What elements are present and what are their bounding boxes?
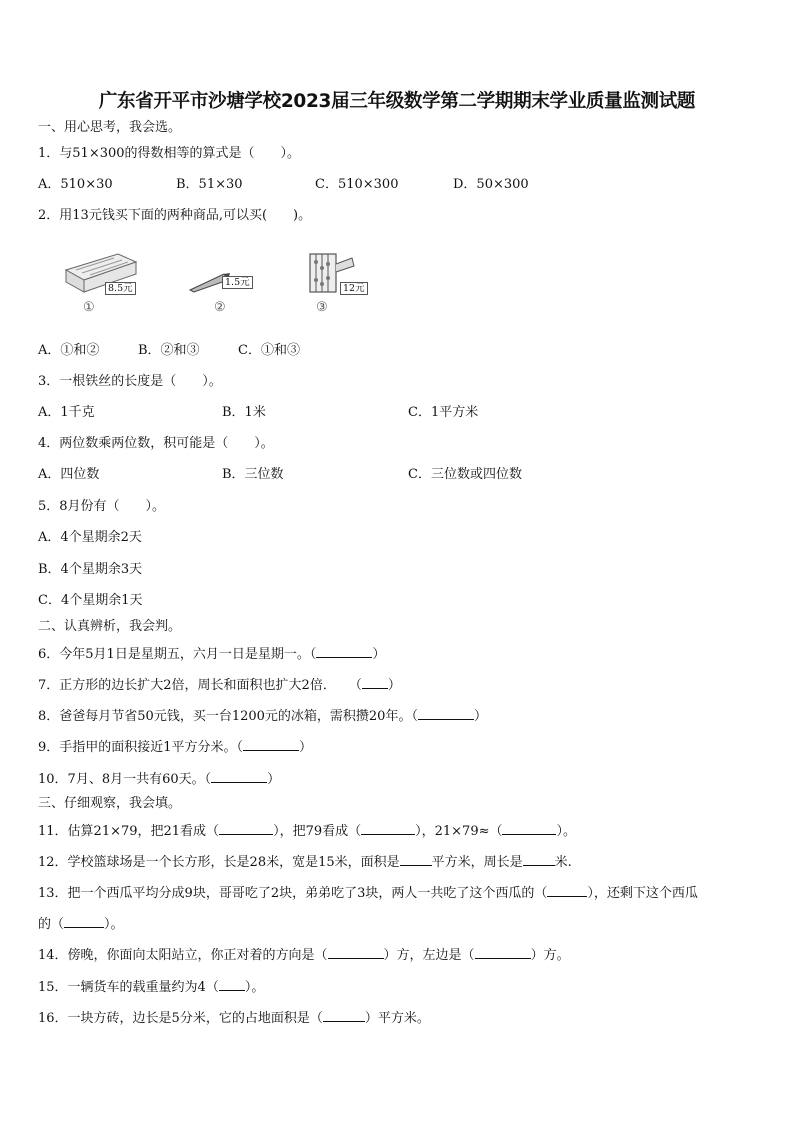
question-13 [38, 884, 698, 902]
answer-blank[interactable] [547, 884, 587, 897]
question-11-part-4: ）。 [556, 824, 576, 839]
question-3-stem: 3．一根铁丝的长度是（ ）。 [38, 374, 222, 389]
price-tag-3: 12元 [340, 282, 368, 295]
question-8-text: 8．爸爸每月节省50元钱，买一台1200元的冰箱，需积攒20年。（ [38, 709, 418, 724]
question-5-stem: 5．8月份有（ ）。 [38, 499, 166, 514]
question-4-option-a[interactable]: A．四位数 [38, 467, 100, 482]
item-number-2: ② [214, 300, 226, 315]
answer-blank[interactable] [219, 822, 273, 835]
question-10-text: 10．7月、8月一共有60天。（ [38, 772, 212, 787]
question-15-part-2: ）。 [244, 980, 265, 995]
question-5-option-a[interactable]: A．4个星期余2天 [38, 530, 142, 545]
question-11 [38, 822, 576, 840]
question-2-option-a[interactable]: A．①和② [38, 343, 100, 358]
answer-blank[interactable] [211, 770, 267, 783]
question-5-option-c[interactable]: C．4个星期余1天 [38, 593, 143, 608]
question-2-option-b[interactable]: B．②和③ [138, 343, 200, 358]
answer-blank[interactable] [219, 978, 245, 991]
question-11-part-1: 11．估算21×79，把21看成（ [38, 824, 220, 839]
question-13-part-1: 13．把一个西瓜平均分成9块，哥哥吃了2块，弟弟吃了3块，两人一共吃了这个西瓜的（ [38, 886, 548, 901]
question-8-close: ） [473, 709, 487, 724]
question-3-option-b[interactable]: B．1米 [222, 405, 266, 420]
question-5-option-b[interactable]: B．4个星期余3天 [38, 562, 143, 577]
question-11-part-3: ），21×79≈（ [415, 824, 503, 839]
answer-blank[interactable] [316, 645, 372, 658]
price-tag-2: 1.5元 [222, 276, 253, 289]
question-15 [38, 978, 264, 996]
question-10-close: ） [267, 772, 281, 787]
answer-blank[interactable] [64, 915, 104, 928]
question-1-option-d[interactable]: D．50×300 [453, 177, 529, 192]
question-14-part-1: 14．傍晚，你面向太阳站立，你正对着的方向是（ [38, 948, 328, 963]
section-heading-3: 三、仔细观察，我会填。 [38, 796, 182, 811]
question-16-part-2: ）平方米。 [364, 1011, 430, 1026]
question-14-part-2: ）方，左边是（ [383, 948, 475, 963]
question-7-text: 7．正方形的边长扩大2倍，周长和面积也扩大2倍． （ [38, 678, 362, 693]
question-12-part-2: 平方米，周长是 [431, 855, 523, 870]
question-12 [38, 853, 572, 871]
question-6-text: 6．今年5月1日是星期五，六月一日是星期一。（ [38, 647, 317, 662]
question-6-close: ） [372, 647, 386, 662]
question-16 [38, 1009, 430, 1027]
question-7 [38, 676, 401, 694]
question-13-part-2: ），还剩下这个西瓜 [587, 886, 698, 901]
question-4-option-c[interactable]: C．三位数或四位数 [408, 467, 522, 482]
question-15-part-1: 15．一辆货车的载重量约为4（ [38, 980, 219, 995]
answer-blank[interactable] [418, 707, 474, 720]
answer-blank[interactable] [400, 853, 432, 866]
question-12-part-1: 12．学校篮球场是一个长方形，长是28米，宽是15米，面积是 [38, 855, 400, 870]
question-10 [38, 770, 280, 788]
answer-blank[interactable] [243, 738, 299, 751]
answer-blank[interactable] [328, 946, 384, 959]
answer-blank[interactable] [323, 1009, 365, 1022]
page-title: 广东省开平市沙塘学校2023届三年级数学第二学期期末学业质量监测试题 [98, 91, 696, 112]
question-6 [38, 645, 385, 663]
question-14 [38, 946, 570, 964]
question-1-option-c[interactable]: C．510×300 [315, 177, 399, 192]
question-4-option-b[interactable]: B．三位数 [222, 467, 284, 482]
question-12-part-3: 米. [554, 855, 572, 870]
question-2-stem: 2．用13元钱买下面的两种商品,可以买( )。 [38, 208, 312, 223]
answer-blank[interactable] [502, 822, 556, 835]
answer-blank[interactable] [361, 822, 415, 835]
price-tag-1: 8.5元 [105, 282, 136, 295]
answer-blank[interactable] [475, 946, 531, 959]
question-1-option-b[interactable]: B．51×30 [176, 177, 243, 192]
question-8 [38, 707, 487, 725]
question-2-option-c[interactable]: C．①和③ [238, 343, 300, 358]
question-16-part-1: 16．一块方砖，边长是5分米，它的占地面积是（ [38, 1011, 323, 1026]
section-heading-1: 一、用心思考，我会选。 [38, 120, 182, 135]
question-9-text: 9．手指甲的面积接近1平方分米。（ [38, 740, 244, 755]
section-heading-2: 二、认真辨析，我会判。 [38, 619, 182, 634]
question-9-close: ） [299, 740, 313, 755]
question-14-part-3: ）方。 [530, 948, 570, 963]
question-4-stem: 4．两位数乘两位数，积可能是（ ）。 [38, 436, 274, 451]
answer-blank[interactable] [362, 676, 388, 689]
question-3-option-a[interactable]: A．1千克 [38, 405, 95, 420]
question-9 [38, 738, 312, 756]
answer-blank[interactable] [523, 853, 555, 866]
item-number-1: ① [83, 300, 95, 315]
question-13-line-2 [38, 915, 124, 933]
question-7-close: ） [387, 678, 401, 693]
question-3-option-c[interactable]: C．1平方米 [408, 405, 479, 420]
question-13-part-3: 的（ [38, 917, 65, 932]
question-1-stem: 1．与51×300的得数相等的算式是（ ）。 [38, 146, 301, 161]
question-11-part-2: ），把79看成（ [273, 824, 362, 839]
item-number-3: ③ [316, 300, 328, 315]
question-1-option-a[interactable]: A．510×30 [38, 177, 113, 192]
question-13-part-4: ）。 [104, 917, 124, 932]
